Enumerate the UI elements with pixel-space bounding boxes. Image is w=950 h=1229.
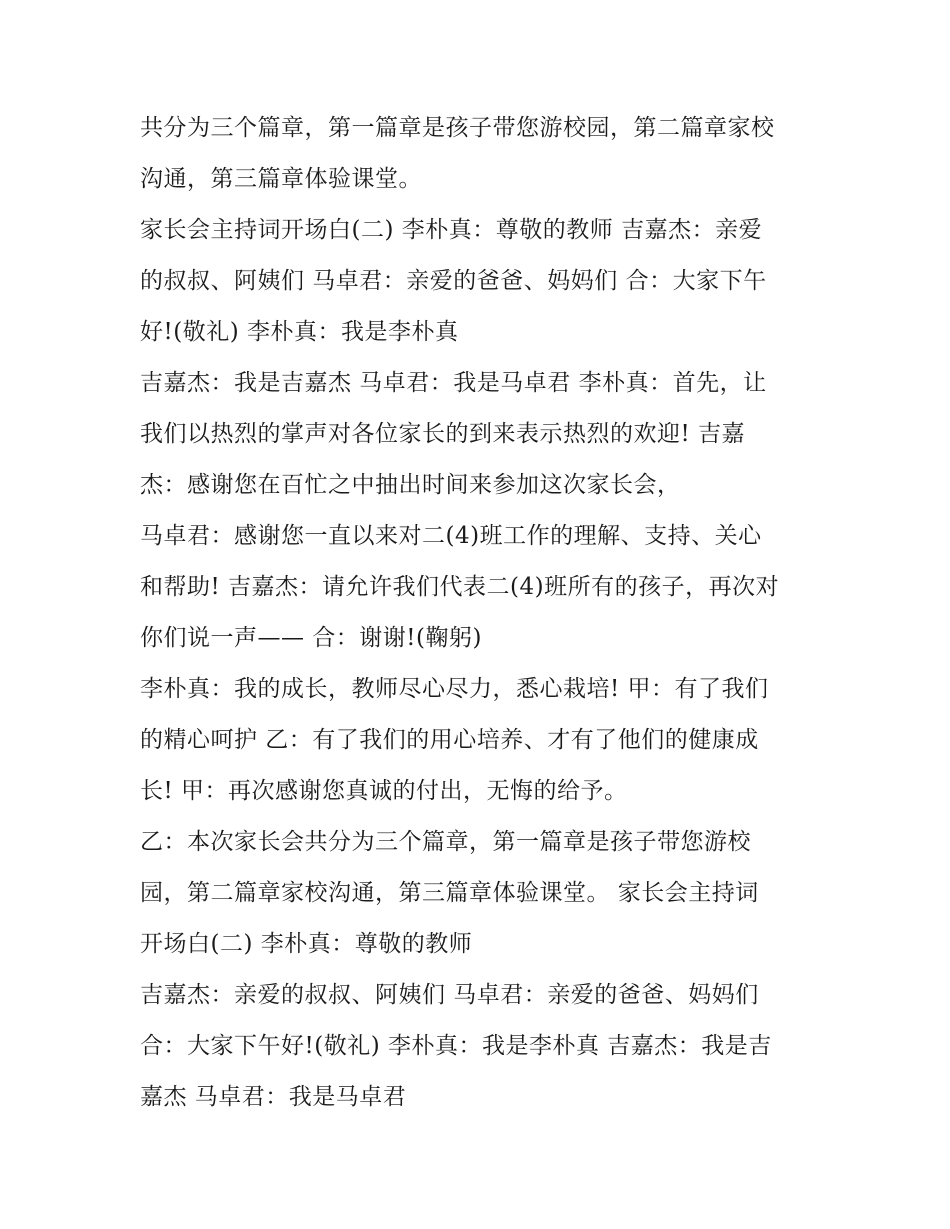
text-line-12: 李朴真：我的成长，教师尽心尽力，悉心栽培! 甲：有了我们 [140,676,769,702]
text-line-19: 合：大家下午好!(敬礼) 李朴真：我是李朴真 吉嘉杰：我是吉 [140,1033,772,1059]
text-line-18: 吉嘉杰：亲爱的叔叔、阿姨们 马卓君：亲爱的爸爸、妈妈们 [140,982,759,1008]
text-line-13: 的精心呵护 乙：有了我们的用心培养、才有了他们的健康成 [140,727,759,753]
text-line-3: 家长会主持词开场白(二) 李朴真：尊敬的教师 吉嘉杰：亲爱 [140,217,763,243]
text-line-14: 长! 甲：再次感谢您真诚的付出，无悔的给予。 [140,778,628,804]
text-line-16: 园，第二篇章家校沟通，第三篇章体验课堂。 家长会主持词 [140,880,759,906]
text-line-5: 好!(敬礼) 李朴真：我是李朴真 [140,319,459,345]
document-body [140,103,820,1123]
text-line-10: 和帮助! 吉嘉杰：请允许我们代表二(4)班所有的孩子，再次对 [140,574,780,600]
text-line-9: 马卓君：感谢您一直以来对二(4)班工作的理解、支持、关心 [140,523,762,549]
text-line-20: 嘉杰 马卓君：我是马卓君 [140,1084,407,1110]
text-line-2: 沟通，第三篇章体验课堂。 [140,166,422,192]
text-line-4: 的叔叔、阿姨们 马卓君：亲爱的爸爸、妈妈们 合：大家下午 [140,268,767,294]
text-line-6: 吉嘉杰：我是吉嘉杰 马卓君：我是马卓君 李朴真：首先，让 [140,370,767,396]
text-line-17: 开场白(二) 李朴真：尊敬的教师 [140,931,473,957]
text-line-11: 你们说一声—— 合：谢谢!(鞠躬) [140,625,482,651]
text-line-8: 杰：感谢您在百忙之中抽出时间来参加这次家长会， [140,472,681,498]
text-line-7: 我们以热烈的掌声对各位家长的到来表示热烈的欢迎! 吉嘉 [140,421,746,447]
text-line-1: 共分为三个篇章，第一篇章是孩子带您游校园，第二篇章家校 [140,115,775,141]
text-line-15: 乙：本次家长会共分为三个篇章，第一篇章是孩子带您游校 [140,829,751,855]
